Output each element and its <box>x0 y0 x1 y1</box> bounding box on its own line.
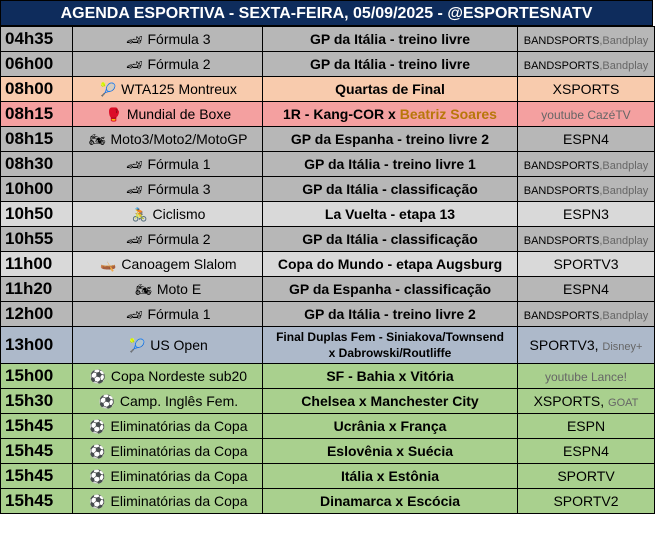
sport-cell <box>73 52 263 77</box>
tennis-racket-icon: 🎾 <box>100 81 117 97</box>
event-line-1: Final Duplas Fem - Siniakova/Townsend <box>276 330 504 344</box>
channel-label: BANDSPORTS <box>523 235 600 247</box>
channel-cell <box>518 202 655 227</box>
event-label: Quartas de Final <box>335 81 445 97</box>
channel-label: ESPN4 <box>563 443 609 459</box>
soccer-ball-icon: ⚽ <box>89 368 106 384</box>
channel-cell <box>518 27 655 52</box>
soccer-ball-icon: ⚽ <box>89 468 106 484</box>
channel-secondary: ,Bandplay <box>599 185 649 197</box>
schedule-row <box>1 302 655 327</box>
sport-label: Fórmula 2 <box>147 230 211 247</box>
race-car-icon: 🏎 <box>126 231 143 247</box>
event-label: Dinamarca x Escócia <box>319 493 461 509</box>
event-cell <box>263 489 518 514</box>
schedule-row <box>1 77 655 102</box>
channel-cell <box>518 414 655 439</box>
time-cell: 13h00 <box>1 327 73 364</box>
sport-cell <box>73 252 263 277</box>
sport-cell <box>73 277 263 302</box>
time-cell: 10h00 <box>1 177 73 202</box>
time-cell: 12h00 <box>1 302 73 327</box>
schedule-row <box>1 102 655 127</box>
event-label: La Vuelta - etapa 13 <box>324 206 456 222</box>
sport-cell <box>73 202 263 227</box>
time-cell: 15h45 <box>1 414 73 439</box>
event-cell <box>263 127 518 152</box>
channel-cell <box>518 227 655 252</box>
schedule-row <box>1 127 655 152</box>
sport-cell <box>73 414 263 439</box>
sport-label: Canoagem Slalom <box>121 255 237 272</box>
motorcycle-icon: 🏍 <box>135 281 153 297</box>
channel-cell <box>518 464 655 489</box>
soccer-ball-icon: ⚽ <box>89 418 106 434</box>
event-cell <box>263 102 518 127</box>
time-cell: 10h55 <box>1 227 73 252</box>
schedule-row <box>1 177 655 202</box>
time-cell: 15h45 <box>1 489 73 514</box>
event-cell <box>263 327 518 364</box>
time-cell: 04h35 <box>1 27 73 52</box>
schedule-row <box>1 364 655 389</box>
tennis-racket-icon: 🎾 <box>129 337 146 353</box>
sport-label: Fórmula 1 <box>147 155 211 172</box>
channel-cell <box>518 102 655 127</box>
schedule-row <box>1 227 655 252</box>
event-label: Chelsea x Manchester City <box>301 393 479 409</box>
event-label: GP da Itália - treino livre <box>309 56 470 72</box>
event-cell <box>263 277 518 302</box>
sport-label: Eliminatórias da Copa <box>110 442 248 459</box>
event-cell <box>263 152 518 177</box>
event-label: Copa do Mundo - etapa Augsburg <box>277 256 503 272</box>
event-cell <box>263 52 518 77</box>
channel-label: ESPN4 <box>563 281 609 297</box>
sport-label: Ciclismo <box>152 205 206 222</box>
time-cell: 08h00 <box>1 77 73 102</box>
channel-label: SPORTV2 <box>553 493 619 509</box>
event-cell <box>263 364 518 389</box>
time-cell: 15h45 <box>1 464 73 489</box>
channel-label: SPORTV <box>557 468 615 484</box>
sport-label: Fórmula 3 <box>147 180 211 197</box>
event-cell <box>263 439 518 464</box>
schedule-row <box>1 277 655 302</box>
soccer-ball-icon: ⚽ <box>89 443 106 459</box>
sport-cell <box>73 389 263 414</box>
channel-cell <box>518 389 655 414</box>
channel-label: ESPN3 <box>563 206 609 222</box>
channel-label: XSPORTS, <box>533 393 605 409</box>
channel-label: youtube CazéTV <box>541 108 631 122</box>
time-cell: 08h30 <box>1 152 73 177</box>
time-cell: 10h50 <box>1 202 73 227</box>
schedule-row <box>1 439 655 464</box>
channel-secondary: Disney+ <box>602 341 643 353</box>
sport-label: Fórmula 1 <box>147 305 211 322</box>
sport-label: Camp. Inglês Fem. <box>119 392 239 409</box>
time-cell: 08h15 <box>1 102 73 127</box>
schedule-row <box>1 202 655 227</box>
event-label: Ucrânia x França <box>333 418 447 434</box>
time-cell: 06h00 <box>1 52 73 77</box>
event-label: GP da Itália - treino livre <box>309 31 470 47</box>
event-cell <box>263 464 518 489</box>
channel-secondary: ,Bandplay <box>599 35 649 47</box>
channel-cell <box>518 489 655 514</box>
sport-cell <box>73 102 263 127</box>
event-label: GP da Espanha - treino livre 2 <box>290 131 490 147</box>
schedule-row <box>1 27 655 52</box>
event-cell <box>263 414 518 439</box>
sport-cell <box>73 302 263 327</box>
channel-label: BANDSPORTS <box>523 160 600 172</box>
event-cell <box>263 227 518 252</box>
event-label: GP da Itália - treino livre 2 <box>304 306 476 322</box>
event-cell <box>263 27 518 52</box>
event-cell <box>263 202 518 227</box>
channel-label: BANDSPORTS <box>523 310 600 322</box>
channel-cell <box>518 152 655 177</box>
sport-label: Eliminatórias da Copa <box>110 467 248 484</box>
channel-cell <box>518 302 655 327</box>
event-label: GP da Itália - treino livre 1 <box>304 156 476 172</box>
channel-label: BANDSPORTS <box>523 60 600 72</box>
sport-label: US Open <box>150 336 208 353</box>
channel-cell <box>518 252 655 277</box>
channel-cell <box>518 327 655 364</box>
schedule-title: AGENDA ESPORTIVA - SEXTA-FEIRA, 05/09/2025 - @ESPORTESNATV <box>0 0 653 26</box>
sport-label: Mundial de Boxe <box>126 105 232 122</box>
event-line-2: x Dabrowski/Routliffe <box>328 346 452 360</box>
schedule-row <box>1 252 655 277</box>
sport-cell <box>73 27 263 52</box>
schedule-row <box>1 389 655 414</box>
sport-label: Fórmula 3 <box>147 30 211 47</box>
sport-cell <box>73 177 263 202</box>
sport-cell <box>73 464 263 489</box>
channel-cell <box>518 77 655 102</box>
sport-cell <box>73 127 263 152</box>
event-label: GP da Itália - classificação <box>302 231 478 247</box>
channel-label: youtube Lance! <box>544 370 628 384</box>
boxing-glove-icon: 🥊 <box>105 106 122 122</box>
event-cell <box>263 389 518 414</box>
channel-cell <box>518 52 655 77</box>
sport-label: Moto3/Moto2/MotoGP <box>110 130 248 147</box>
channel-label: SPORTV3, <box>529 337 599 353</box>
sport-label: WTA125 Montreux <box>121 80 237 97</box>
channel-secondary: ,Bandplay <box>599 160 649 172</box>
race-car-icon: 🏎 <box>126 31 143 47</box>
event-label: GP da Itália - classificação <box>302 181 478 197</box>
sport-label: Eliminatórias da Copa <box>110 492 248 509</box>
schedule-row <box>1 152 655 177</box>
channel-label: XSPORTS <box>552 81 620 97</box>
race-car-icon: 🏎 <box>126 181 143 197</box>
sport-label: Moto E <box>156 280 202 297</box>
schedule-row <box>1 464 655 489</box>
event-cell <box>263 77 518 102</box>
time-cell: 15h45 <box>1 439 73 464</box>
event-label: Itália x Estônia <box>340 468 440 484</box>
time-cell: 11h00 <box>1 252 73 277</box>
time-cell: 15h30 <box>1 389 73 414</box>
channel-cell <box>518 439 655 464</box>
sport-cell <box>73 77 263 102</box>
event-label: SF - Bahia x Vitória <box>326 368 454 384</box>
race-car-icon: 🏎 <box>126 156 143 172</box>
event-label: GP da Espanha - classificação <box>288 281 492 297</box>
channel-cell <box>518 127 655 152</box>
sport-cell <box>73 489 263 514</box>
time-cell: 08h15 <box>1 127 73 152</box>
schedule-table <box>0 26 655 514</box>
time-cell: 15h00 <box>1 364 73 389</box>
sport-cell <box>73 227 263 252</box>
schedule-row <box>1 52 655 77</box>
sport-cell <box>73 364 263 389</box>
event-highlight: Beatriz Soares <box>399 106 497 122</box>
canoe-icon: 🛶 <box>100 256 117 272</box>
schedule-row <box>1 489 655 514</box>
channel-label: ESPN <box>566 418 606 434</box>
sport-cell <box>73 439 263 464</box>
event-label: 1R - Kang-COR x <box>283 106 396 122</box>
channel-label: SPORTV3 <box>553 256 619 272</box>
soccer-ball-icon: ⚽ <box>98 393 115 409</box>
channel-label: BANDSPORTS <box>523 185 600 197</box>
schedule-rows <box>1 27 655 514</box>
event-cell <box>263 302 518 327</box>
channel-label: BANDSPORTS <box>523 35 600 47</box>
channel-secondary: ,Bandplay <box>599 235 649 247</box>
soccer-ball-icon: ⚽ <box>89 493 106 509</box>
channel-cell <box>518 364 655 389</box>
channel-cell <box>518 277 655 302</box>
channel-secondary: ,Bandplay <box>599 310 649 322</box>
channel-label: ESPN4 <box>563 131 609 147</box>
event-cell <box>263 177 518 202</box>
schedule-row <box>1 414 655 439</box>
race-car-icon: 🏎 <box>126 56 143 72</box>
sport-label: Eliminatórias da Copa <box>110 417 248 434</box>
sport-label: Fórmula 2 <box>147 55 211 72</box>
channel-secondary: GOAT <box>608 397 639 409</box>
motorcycle-icon: 🏍 <box>89 131 106 147</box>
sport-label: Copa Nordeste sub20 <box>110 367 248 384</box>
event-cell <box>263 252 518 277</box>
channel-cell <box>518 177 655 202</box>
sport-cell <box>73 152 263 177</box>
time-cell: 11h20 <box>1 277 73 302</box>
race-car-icon: 🏎 <box>126 306 143 322</box>
cyclist-icon: 🚴 <box>131 206 148 222</box>
schedule-row <box>1 327 655 364</box>
sport-cell <box>73 327 263 364</box>
event-label: Eslovênia x Suécia <box>326 443 454 459</box>
channel-secondary: ,Bandplay <box>599 60 649 72</box>
